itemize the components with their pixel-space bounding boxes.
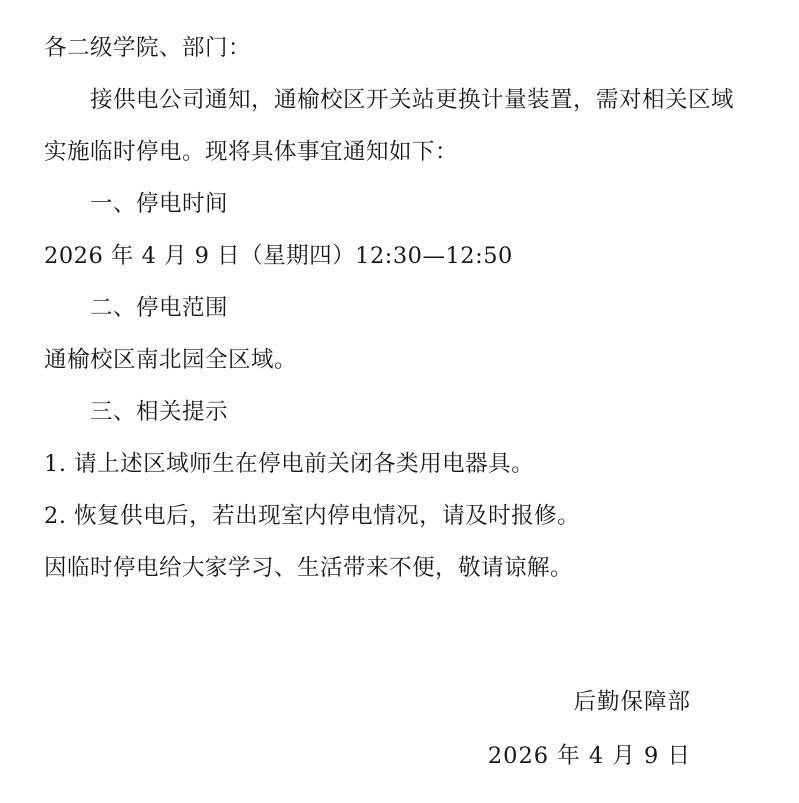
document-body bbox=[44, 22, 747, 594]
body-spacer bbox=[44, 594, 747, 675]
closing-paragraph: 因临时停电给大家学习、生活带来不便，敬请谅解。 bbox=[44, 555, 574, 581]
signature-department: 后勤保障部 bbox=[573, 689, 691, 715]
section-2-heading: 二、停电范围 bbox=[90, 295, 229, 321]
section-1-content: 2026 年 4 月 9 日（星期四）12:30—12:50 bbox=[44, 243, 513, 269]
intro-paragraph: 接供电公司通知，通榆校区开关站更换计量装置，需对相关区域实施临时停电。现将具体事宜通知如下： bbox=[44, 87, 735, 165]
signature-block bbox=[44, 675, 747, 783]
salutation: 各二级学院、部门： bbox=[44, 35, 252, 61]
section-2-content: 通榆校区南北园全区域。 bbox=[44, 347, 298, 373]
section-3-heading: 三、相关提示 bbox=[90, 399, 229, 425]
section-3-item-2: 2. 恢复供电后，若出现室内停电情况，请及时报修。 bbox=[44, 503, 581, 529]
section-3-item-1: 1. 请上述区域师生在停电前关闭各类用电器具。 bbox=[44, 451, 535, 477]
section-1-heading: 一、停电时间 bbox=[90, 191, 229, 217]
signature-date: 2026 年 4 月 9 日 bbox=[487, 743, 691, 769]
